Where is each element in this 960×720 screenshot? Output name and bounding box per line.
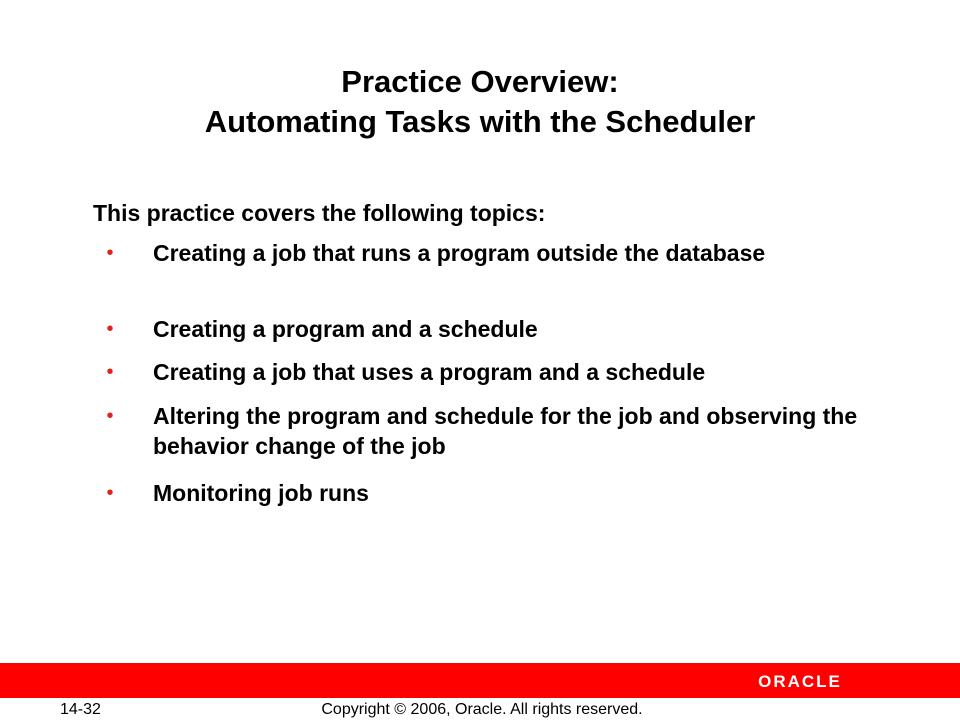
slide-title: [0, 62, 960, 142]
copyright-notice: Copyright © 2006, Oracle. All rights reserved.: [321, 701, 643, 718]
oracle-logo-text: ORACLE: [758, 672, 842, 691]
list-item-text: Altering the program and schedule for the job and observing the behavior change of the job: [153, 403, 858, 459]
bullet-icon: •: [106, 318, 114, 340]
intro-text: This practice covers the following topics:: [93, 200, 546, 226]
slide-title-line-2: Automating Tasks with the Scheduler: [204, 104, 756, 139]
slide-title-line-1: Practice Overview:: [341, 64, 619, 99]
list-item-text: Creating a job that uses a program and a schedule: [153, 359, 706, 385]
bullet-icon: •: [106, 482, 114, 504]
list-item-text: Creating a program and a schedule: [153, 316, 538, 342]
bullet-icon: •: [106, 242, 114, 264]
list-item-text: Monitoring job runs: [153, 480, 369, 506]
list-item-text: Creating a job that runs a program outside the database: [153, 240, 766, 266]
bullet-icon: •: [106, 405, 114, 427]
page-number: 14-32: [60, 701, 101, 718]
bullet-icon: •: [106, 361, 114, 383]
oracle-logo: [740, 670, 860, 692]
